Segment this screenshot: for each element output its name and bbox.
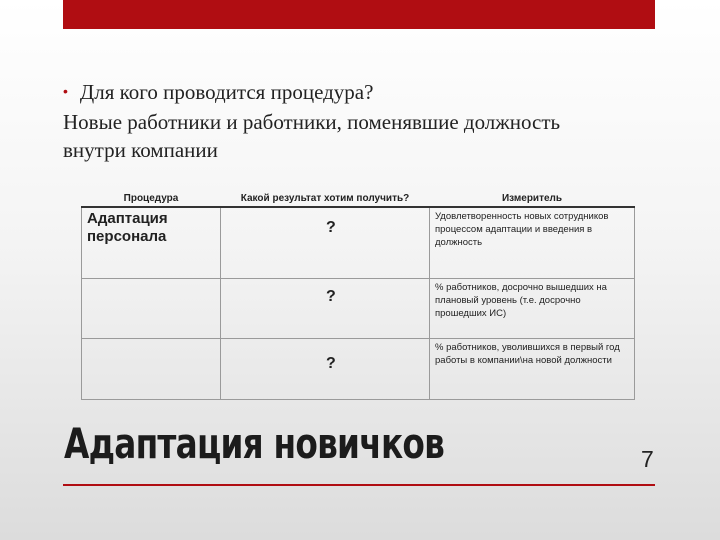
measure-cell: Удовлетворенность новых сотрудников процессом адаптации и введения в должность [430, 207, 635, 279]
procedure-cell [82, 339, 221, 400]
procedure-cell [82, 207, 221, 279]
header-result: Какой результат хотим получить? [221, 191, 430, 207]
procedure-table-wrapper [81, 191, 634, 372]
header-measure: Измеритель [430, 191, 635, 207]
measure-cell: % работников, уволившихся в первый год работы в компании\на новой должности [430, 339, 635, 400]
table-row [82, 339, 635, 400]
top-accent-bar [63, 0, 655, 29]
procedure-line-2: персонала [87, 228, 167, 245]
table-row [82, 279, 635, 339]
bullet-question [63, 78, 663, 108]
procedure-cell [82, 279, 221, 339]
procedure-line-1: Адаптация [87, 210, 168, 227]
result-cell: ? [221, 207, 430, 279]
slide-body [63, 78, 663, 164]
procedure-table [81, 191, 635, 400]
header-procedure: Процедура [82, 191, 221, 207]
question-text: Для кого проводится процедура? [79, 80, 374, 104]
table-row [82, 207, 635, 279]
table-header-row [82, 191, 635, 207]
slide-title: Адаптация новичков [64, 419, 445, 468]
answer-line-2: внутри компании [63, 138, 218, 162]
page-number: 7 [641, 446, 654, 472]
answer-line-1: Новые работники и работники, поменявшие должность [63, 110, 561, 134]
bullet-icon: • [63, 83, 68, 99]
result-cell: ? [221, 279, 430, 339]
measure-cell: % работников, досрочно вышедших на плановый уровень (т.е. досрочно прошедших ИС) [430, 279, 635, 339]
result-cell: ? [221, 339, 430, 400]
footer-divider [63, 484, 655, 486]
